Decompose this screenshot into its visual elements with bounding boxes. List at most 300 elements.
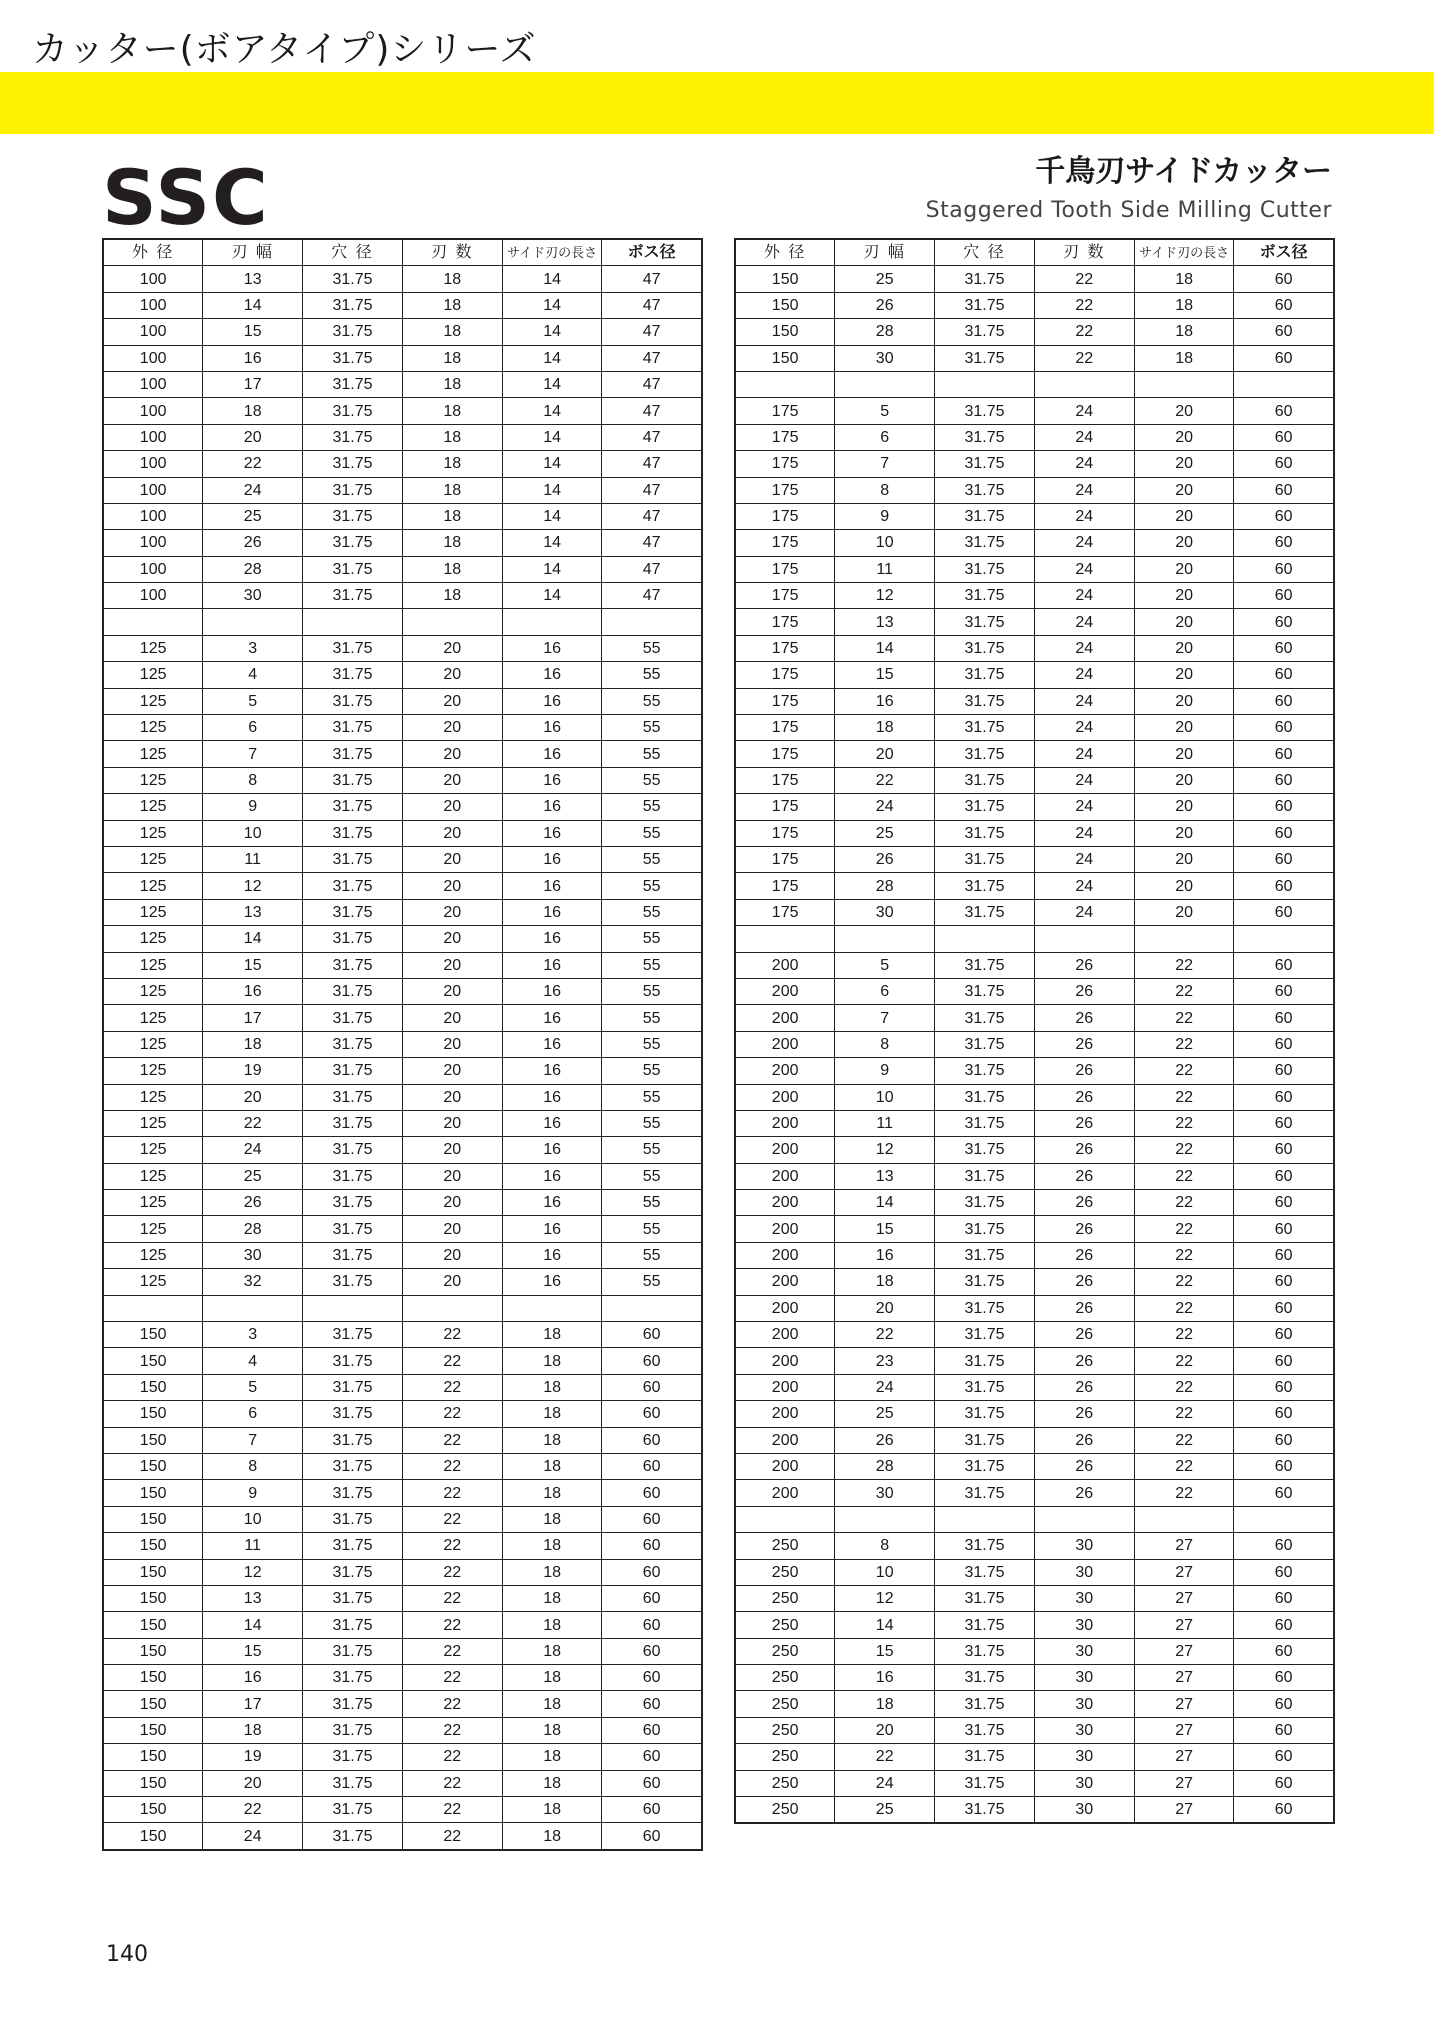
cell-outer-diameter: 100 <box>103 292 203 318</box>
cell-outer-diameter: 100 <box>103 583 203 609</box>
col-tooth-count: 刃 数 <box>1034 239 1134 266</box>
cell-tooth-count: 24 <box>1034 609 1134 635</box>
cell-outer-diameter: 175 <box>735 583 835 609</box>
cell-bore-diameter: 31.75 <box>935 820 1035 846</box>
cell-side-blade-length: 16 <box>502 715 602 741</box>
cell-bore-diameter: 31.75 <box>303 635 403 661</box>
cell-bore-diameter: 31.75 <box>935 1374 1035 1400</box>
cell-blade-width: 8 <box>203 767 303 793</box>
cell-bore-diameter: 31.75 <box>935 319 1035 345</box>
cell-bore-diameter: 31.75 <box>303 1401 403 1427</box>
cell-side-blade-length: 16 <box>502 1137 602 1163</box>
table-row <box>735 1453 1334 1479</box>
cell-blade-width: 24 <box>203 477 303 503</box>
cell-blade-width: 13 <box>203 899 303 925</box>
cell-blade-width: 14 <box>835 635 935 661</box>
cell-outer-diameter: 200 <box>735 1348 835 1374</box>
cell-tooth-count: 26 <box>1034 1401 1134 1427</box>
cell-outer-diameter: 100 <box>103 530 203 556</box>
cell-outer-diameter: 100 <box>103 503 203 529</box>
table-row <box>735 1506 1334 1532</box>
cell-side-blade-length: 20 <box>1134 846 1234 872</box>
cell-bore-diameter: 31.75 <box>303 1242 403 1268</box>
cell-tooth-count <box>1034 371 1134 397</box>
cell-boss-diameter: 60 <box>1234 1401 1334 1427</box>
cell-side-blade-length: 22 <box>1134 978 1234 1004</box>
cell-tooth-count: 18 <box>402 319 502 345</box>
table-row <box>735 583 1334 609</box>
cell-side-blade-length: 27 <box>1134 1638 1234 1664</box>
cell-bore-diameter: 31.75 <box>935 503 1035 529</box>
cell-tooth-count: 26 <box>1034 1348 1134 1374</box>
cell-boss-diameter: 47 <box>602 503 702 529</box>
cell-bore-diameter: 31.75 <box>303 556 403 582</box>
cell-outer-diameter: 200 <box>735 1374 835 1400</box>
cell-outer-diameter: 100 <box>103 398 203 424</box>
cell-boss-diameter: 60 <box>1234 1348 1334 1374</box>
cell-bore-diameter: 31.75 <box>303 1190 403 1216</box>
cell-boss-diameter: 55 <box>602 1137 702 1163</box>
cell-blade-width: 15 <box>203 1638 303 1664</box>
cell-side-blade-length: 27 <box>1134 1665 1234 1691</box>
cell-outer-diameter: 175 <box>735 530 835 556</box>
cell-boss-diameter: 55 <box>602 794 702 820</box>
cell-side-blade-length: 16 <box>502 1110 602 1136</box>
cell-bore-diameter: 31.75 <box>303 1453 403 1479</box>
cell-outer-diameter: 150 <box>103 1612 203 1638</box>
cell-blade-width: 25 <box>835 266 935 292</box>
series-title: カッター(ボアタイプ)シリーズ <box>32 29 537 70</box>
cell-bore-diameter: 31.75 <box>935 530 1035 556</box>
table-row <box>735 1058 1334 1084</box>
cell-tooth-count: 22 <box>402 1453 502 1479</box>
table-row <box>103 662 702 688</box>
cell-boss-diameter: 60 <box>1234 292 1334 318</box>
cell-blade-width: 22 <box>203 451 303 477</box>
cell-boss-diameter: 60 <box>1234 1744 1334 1770</box>
cell-tooth-count: 24 <box>1034 662 1134 688</box>
table-row <box>735 1084 1334 1110</box>
cell-side-blade-length: 27 <box>1134 1559 1234 1585</box>
cell-blade-width: 24 <box>835 1374 935 1400</box>
cell-blade-width: 7 <box>835 451 935 477</box>
cell-boss-diameter: 60 <box>602 1401 702 1427</box>
table-row <box>735 952 1334 978</box>
cell-boss-diameter: 47 <box>602 556 702 582</box>
cell-side-blade-length: 18 <box>502 1665 602 1691</box>
cell-outer-diameter: 175 <box>735 662 835 688</box>
cell-tooth-count: 20 <box>402 1190 502 1216</box>
table-row <box>103 1585 702 1611</box>
cell-side-blade-length: 22 <box>1134 1322 1234 1348</box>
table-row <box>735 424 1334 450</box>
col-outer-diameter: 外 径 <box>103 239 203 266</box>
cell-tooth-count: 22 <box>402 1823 502 1850</box>
cell-blade-width: 22 <box>203 1110 303 1136</box>
cell-tooth-count: 22 <box>402 1401 502 1427</box>
cell-blade-width: 6 <box>203 715 303 741</box>
cell-tooth-count: 30 <box>1034 1585 1134 1611</box>
cell-side-blade-length: 16 <box>502 1031 602 1057</box>
cell-blade-width: 9 <box>203 794 303 820</box>
table-header-row <box>103 239 702 266</box>
cell-bore-diameter: 31.75 <box>303 1084 403 1110</box>
table-row <box>103 1717 702 1743</box>
cell-bore-diameter: 31.75 <box>935 1691 1035 1717</box>
cell-side-blade-length: 18 <box>502 1717 602 1743</box>
cell-outer-diameter: 175 <box>735 398 835 424</box>
cell-blade-width: 11 <box>835 1110 935 1136</box>
table-row <box>735 1744 1334 1770</box>
cell-bore-diameter: 31.75 <box>935 846 1035 872</box>
cell-outer-diameter: 100 <box>103 371 203 397</box>
table-row <box>103 926 702 952</box>
table-row <box>735 662 1334 688</box>
cell-blade-width: 28 <box>835 319 935 345</box>
table-row <box>735 1190 1334 1216</box>
cell-tooth-count: 20 <box>402 715 502 741</box>
cell-boss-diameter: 55 <box>602 1242 702 1268</box>
cell-tooth-count <box>1034 926 1134 952</box>
cell-boss-diameter: 60 <box>1234 477 1334 503</box>
cell-tooth-count: 18 <box>402 530 502 556</box>
cell-outer-diameter: 125 <box>103 741 203 767</box>
cell-blade-width: 11 <box>835 556 935 582</box>
cell-tooth-count: 30 <box>1034 1665 1134 1691</box>
cell-tooth-count: 22 <box>402 1612 502 1638</box>
cell-blade-width: 6 <box>835 978 935 1004</box>
cell-blade-width: 5 <box>835 952 935 978</box>
cell-bore-diameter: 31.75 <box>935 952 1035 978</box>
cell-tooth-count: 24 <box>1034 503 1134 529</box>
cell-tooth-count: 26 <box>1034 978 1134 1004</box>
table-row <box>103 1427 702 1453</box>
cell-boss-diameter: 60 <box>1234 1031 1334 1057</box>
model-code: SSC <box>102 153 270 242</box>
table-row <box>735 1348 1334 1374</box>
header-band <box>0 72 1434 134</box>
cell-bore-diameter: 31.75 <box>303 873 403 899</box>
cell-side-blade-length: 20 <box>1134 530 1234 556</box>
cell-outer-diameter: 125 <box>103 794 203 820</box>
cell-boss-diameter: 55 <box>602 635 702 661</box>
cell-blade-width: 13 <box>835 609 935 635</box>
table-row <box>735 715 1334 741</box>
cell-blade-width: 13 <box>203 1585 303 1611</box>
cell-bore-diameter: 31.75 <box>303 1322 403 1348</box>
cell-bore-diameter: 31.75 <box>935 1533 1035 1559</box>
table-row <box>103 1744 702 1770</box>
cell-outer-diameter: 100 <box>103 319 203 345</box>
cell-boss-diameter: 60 <box>1234 1717 1334 1743</box>
table-row <box>735 1480 1334 1506</box>
table-row <box>103 1665 702 1691</box>
cell-tooth-count: 24 <box>1034 715 1134 741</box>
cell-blade-width: 16 <box>835 688 935 714</box>
cell-boss-diameter: 60 <box>602 1453 702 1479</box>
table-row <box>103 952 702 978</box>
cell-boss-diameter: 60 <box>1234 1770 1334 1796</box>
cell-side-blade-length: 18 <box>502 1823 602 1850</box>
cell-bore-diameter: 31.75 <box>935 292 1035 318</box>
cell-blade-width: 22 <box>203 1797 303 1823</box>
cell-tooth-count: 24 <box>1034 556 1134 582</box>
cell-bore-diameter: 31.75 <box>303 1506 403 1532</box>
cell-outer-diameter: 250 <box>735 1533 835 1559</box>
cell-outer-diameter: 125 <box>103 1190 203 1216</box>
cell-side-blade-length: 20 <box>1134 477 1234 503</box>
table-row <box>103 1823 702 1850</box>
cell-bore-diameter: 31.75 <box>935 266 1035 292</box>
cell-side-blade-length: 14 <box>502 477 602 503</box>
cell-tooth-count: 26 <box>1034 1295 1134 1321</box>
cell-side-blade-length: 27 <box>1134 1744 1234 1770</box>
cell-blade-width: 3 <box>203 1322 303 1348</box>
cell-bore-diameter: 31.75 <box>303 952 403 978</box>
table-row <box>735 1665 1334 1691</box>
cell-side-blade-length: 18 <box>502 1322 602 1348</box>
cell-blade-width: 25 <box>835 1401 935 1427</box>
cell-side-blade-length: 22 <box>1134 1005 1234 1031</box>
cell-blade-width: 24 <box>203 1823 303 1850</box>
cell-outer-diameter: 125 <box>103 1005 203 1031</box>
cell-blade-width: 28 <box>203 556 303 582</box>
cell-bore-diameter: 31.75 <box>303 1163 403 1189</box>
cell-side-blade-length: 18 <box>502 1797 602 1823</box>
cell-tooth-count: 24 <box>1034 424 1134 450</box>
table-row <box>103 1480 702 1506</box>
cell-boss-diameter <box>1234 371 1334 397</box>
cell-boss-diameter: 60 <box>602 1823 702 1850</box>
cell-outer-diameter: 200 <box>735 1322 835 1348</box>
cell-outer-diameter: 175 <box>735 451 835 477</box>
table-header-row <box>735 239 1334 266</box>
cell-tooth-count: 20 <box>402 952 502 978</box>
cell-outer-diameter: 150 <box>103 1453 203 1479</box>
cell-blade-width: 15 <box>835 1638 935 1664</box>
cell-bore-diameter: 31.75 <box>303 820 403 846</box>
cell-side-blade-length: 27 <box>1134 1585 1234 1611</box>
cell-blade-width: 20 <box>835 741 935 767</box>
cell-blade-width: 18 <box>835 1691 935 1717</box>
cell-outer-diameter: 200 <box>735 1137 835 1163</box>
cell-bore-diameter: 31.75 <box>303 1348 403 1374</box>
cell-bore-diameter: 31.75 <box>935 1110 1035 1136</box>
cell-outer-diameter: 150 <box>103 1401 203 1427</box>
table-row <box>103 978 702 1004</box>
cell-outer-diameter: 200 <box>735 1480 835 1506</box>
cell-side-blade-length: 16 <box>502 662 602 688</box>
cell-outer-diameter: 175 <box>735 741 835 767</box>
spec-table-right <box>734 238 1335 1824</box>
cell-blade-width: 30 <box>835 1480 935 1506</box>
cell-blade-width: 20 <box>835 1295 935 1321</box>
table-row <box>103 1137 702 1163</box>
cell-blade-width: 25 <box>203 503 303 529</box>
table-row <box>735 1137 1334 1163</box>
cell-bore-diameter: 31.75 <box>935 583 1035 609</box>
table-row <box>735 556 1334 582</box>
cell-boss-diameter <box>602 609 702 635</box>
cell-side-blade-length: 22 <box>1134 1031 1234 1057</box>
cell-side-blade-length: 16 <box>502 1269 602 1295</box>
cell-bore-diameter: 31.75 <box>303 1058 403 1084</box>
cell-bore-diameter: 31.75 <box>303 794 403 820</box>
cell-boss-diameter: 60 <box>1234 715 1334 741</box>
table-row <box>735 1585 1334 1611</box>
cell-side-blade-length: 16 <box>502 846 602 872</box>
cell-side-blade-length: 20 <box>1134 583 1234 609</box>
cell-side-blade-length <box>1134 371 1234 397</box>
cell-tooth-count: 26 <box>1034 952 1134 978</box>
cell-tooth-count: 20 <box>402 1005 502 1031</box>
cell-boss-diameter: 60 <box>1234 1242 1334 1268</box>
cell-tooth-count: 22 <box>402 1427 502 1453</box>
cell-boss-diameter: 60 <box>1234 451 1334 477</box>
table-row <box>735 266 1334 292</box>
cell-blade-width: 18 <box>835 715 935 741</box>
cell-bore-diameter: 31.75 <box>935 1322 1035 1348</box>
table-row <box>735 873 1334 899</box>
cell-blade-width: 19 <box>203 1744 303 1770</box>
cell-outer-diameter: 125 <box>103 978 203 1004</box>
cell-tooth-count: 20 <box>402 662 502 688</box>
cell-boss-diameter: 60 <box>1234 1137 1334 1163</box>
cell-tooth-count: 26 <box>1034 1427 1134 1453</box>
cell-side-blade-length: 14 <box>502 319 602 345</box>
cell-outer-diameter: 125 <box>103 1058 203 1084</box>
cell-side-blade-length: 18 <box>502 1401 602 1427</box>
cell-outer-diameter: 125 <box>103 1137 203 1163</box>
cell-tooth-count: 26 <box>1034 1480 1134 1506</box>
cell-tooth-count: 22 <box>1034 319 1134 345</box>
cell-boss-diameter: 55 <box>602 899 702 925</box>
cell-outer-diameter: 200 <box>735 1163 835 1189</box>
table-row <box>103 1084 702 1110</box>
cell-side-blade-length: 22 <box>1134 1480 1234 1506</box>
cell-tooth-count: 24 <box>1034 741 1134 767</box>
cell-boss-diameter: 60 <box>1234 1453 1334 1479</box>
cell-side-blade-length: 22 <box>1134 1058 1234 1084</box>
table-row <box>103 741 702 767</box>
cell-tooth-count: 26 <box>1034 1005 1134 1031</box>
cell-outer-diameter: 100 <box>103 266 203 292</box>
cell-tooth-count: 26 <box>1034 1216 1134 1242</box>
cell-boss-diameter: 60 <box>1234 1058 1334 1084</box>
cell-bore-diameter: 31.75 <box>935 477 1035 503</box>
cell-blade-width: 10 <box>835 1559 935 1585</box>
cell-blade-width: 12 <box>835 583 935 609</box>
cell-blade-width: 14 <box>835 1190 935 1216</box>
cell-side-blade-length: 16 <box>502 978 602 1004</box>
cell-side-blade-length: 20 <box>1134 873 1234 899</box>
cell-side-blade-length: 16 <box>502 1084 602 1110</box>
cell-bore-diameter: 31.75 <box>935 1480 1035 1506</box>
cell-tooth-count: 30 <box>1034 1638 1134 1664</box>
cell-tooth-count: 20 <box>402 1163 502 1189</box>
cell-blade-width: 26 <box>203 1190 303 1216</box>
cell-boss-diameter <box>602 1295 702 1321</box>
cell-side-blade-length <box>502 609 602 635</box>
cell-tooth-count: 30 <box>1034 1691 1134 1717</box>
cell-outer-diameter: 200 <box>735 1453 835 1479</box>
cell-bore-diameter: 31.75 <box>303 451 403 477</box>
cell-side-blade-length: 22 <box>1134 1163 1234 1189</box>
cell-blade-width: 15 <box>835 662 935 688</box>
table-row <box>103 767 702 793</box>
cell-outer-diameter: 200 <box>735 1005 835 1031</box>
table-row <box>103 1559 702 1585</box>
col-blade-width: 刃 幅 <box>835 239 935 266</box>
cell-boss-diameter: 60 <box>1234 978 1334 1004</box>
table-row <box>103 899 702 925</box>
cell-outer-diameter: 150 <box>103 1533 203 1559</box>
table-row <box>735 1216 1334 1242</box>
cell-tooth-count: 20 <box>402 635 502 661</box>
cell-boss-diameter: 60 <box>602 1612 702 1638</box>
cell-boss-diameter: 60 <box>1234 266 1334 292</box>
cell-outer-diameter: 250 <box>735 1612 835 1638</box>
cell-tooth-count: 26 <box>1034 1058 1134 1084</box>
cell-boss-diameter: 60 <box>1234 424 1334 450</box>
cell-outer-diameter: 175 <box>735 424 835 450</box>
table-row <box>103 292 702 318</box>
cell-tooth-count: 30 <box>1034 1797 1134 1824</box>
cell-side-blade-length: 14 <box>502 583 602 609</box>
cell-blade-width: 24 <box>835 794 935 820</box>
table-row <box>735 1110 1334 1136</box>
cell-tooth-count: 26 <box>1034 1242 1134 1268</box>
cell-bore-diameter: 31.75 <box>303 978 403 1004</box>
cell-blade-width: 6 <box>835 424 935 450</box>
cell-boss-diameter: 60 <box>602 1665 702 1691</box>
cell-side-blade-length: 20 <box>1134 820 1234 846</box>
cell-blade-width: 5 <box>203 688 303 714</box>
cell-outer-diameter <box>103 609 203 635</box>
cell-outer-diameter: 150 <box>103 1823 203 1850</box>
cell-outer-diameter: 175 <box>735 873 835 899</box>
cell-boss-diameter: 60 <box>602 1506 702 1532</box>
cell-bore-diameter: 31.75 <box>303 1823 403 1850</box>
cell-boss-diameter: 60 <box>1234 1163 1334 1189</box>
cell-boss-diameter: 55 <box>602 1216 702 1242</box>
table-row <box>103 556 702 582</box>
table-row <box>735 1374 1334 1400</box>
cell-outer-diameter: 125 <box>103 1163 203 1189</box>
cell-tooth-count: 18 <box>402 451 502 477</box>
cell-bore-diameter: 31.75 <box>303 741 403 767</box>
cell-bore-diameter: 31.75 <box>303 1427 403 1453</box>
cell-bore-diameter: 31.75 <box>935 662 1035 688</box>
cell-side-blade-length: 18 <box>502 1348 602 1374</box>
cell-side-blade-length: 18 <box>502 1744 602 1770</box>
cell-bore-diameter: 31.75 <box>303 398 403 424</box>
table-row <box>103 1453 702 1479</box>
cell-tooth-count: 30 <box>1034 1744 1134 1770</box>
cell-outer-diameter: 150 <box>103 1480 203 1506</box>
table-row <box>103 1110 702 1136</box>
table-row <box>103 1031 702 1057</box>
cell-tooth-count: 24 <box>1034 530 1134 556</box>
cell-boss-diameter: 60 <box>602 1585 702 1611</box>
cell-outer-diameter: 250 <box>735 1638 835 1664</box>
cell-tooth-count: 30 <box>1034 1533 1134 1559</box>
table-row <box>103 1797 702 1823</box>
table-row <box>103 1638 702 1664</box>
cell-outer-diameter: 125 <box>103 952 203 978</box>
cell-boss-diameter: 60 <box>602 1348 702 1374</box>
cell-side-blade-length: 20 <box>1134 609 1234 635</box>
